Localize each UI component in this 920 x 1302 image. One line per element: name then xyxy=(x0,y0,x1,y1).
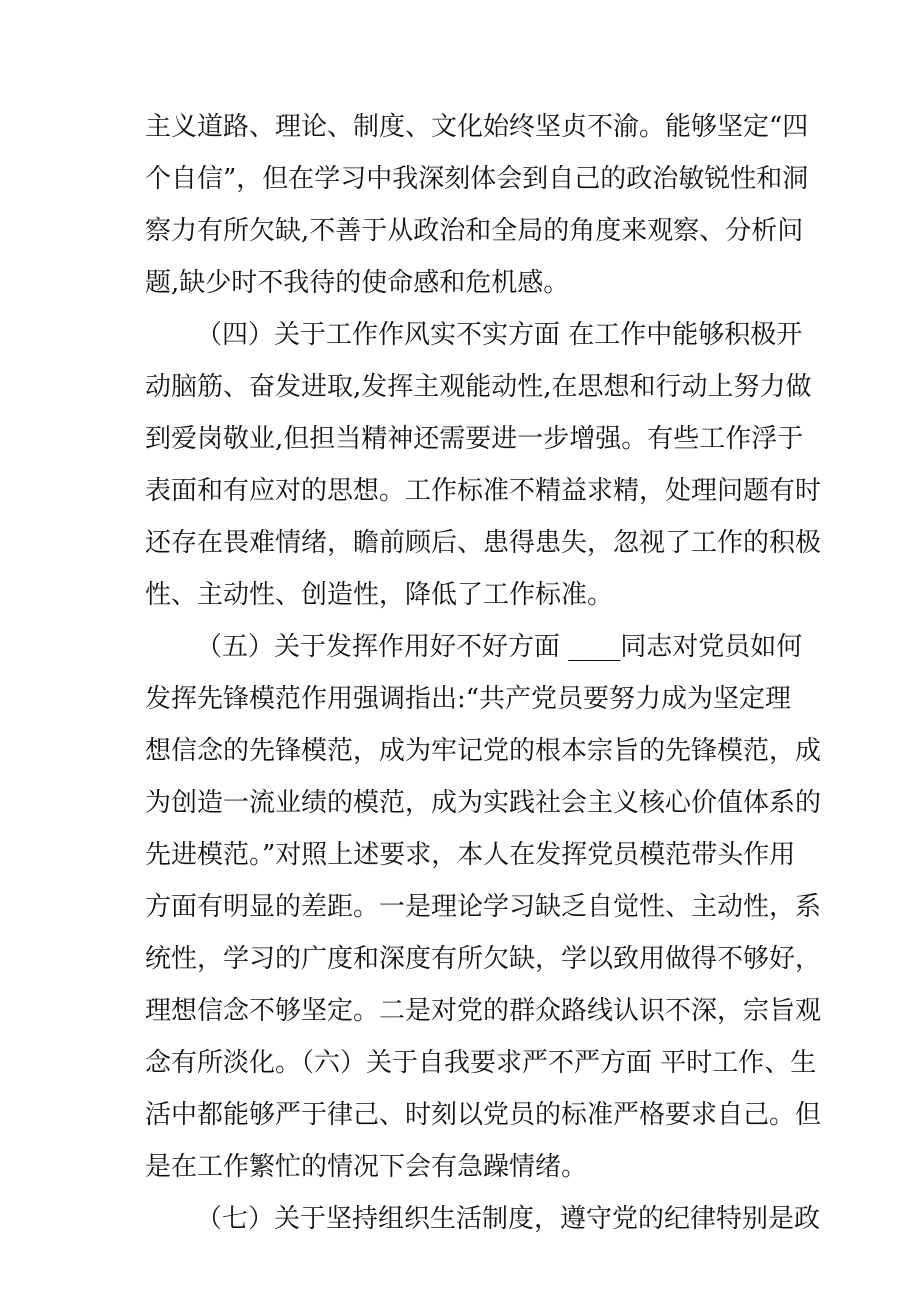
text-line: 还存在畏难情绪，瞻前顾后、患得患失，忽视了工作的积极 xyxy=(145,528,822,558)
text-line: 念有所淡化。（六）关于自我要求严不严方面 平时工作、生 xyxy=(145,1048,817,1078)
text-line: 是在工作繁忙的情况下会有急躁情绪。 xyxy=(145,1152,588,1182)
text-line: 主义道路、理论、制度、文化始终坚贞不渝。能够坚定“四 xyxy=(145,112,809,142)
text-line: 动脑筋、奋发进取,发挥主观能动性,在思想和行动上努力做 xyxy=(145,372,812,402)
text-line: 想信念的先锋模范，成为牢记党的根本宗旨的先锋模范，成 xyxy=(145,736,822,766)
text-line: 察力有所欠缺,不善于从政治和全局的角度来观察、分析问 xyxy=(145,216,804,246)
text-line: 题,缺少时不我待的使命感和危机感。 xyxy=(145,268,570,298)
text-line: 到爱岗敬业,但担当精神还需要进一步增强。有些工作浮于 xyxy=(145,424,804,454)
text-line: 先进模范。”对照上述要求，本人在发挥党员模范带头作用 xyxy=(145,840,796,870)
paragraph-heading-4: （四）关于工作作风实不实方面 在工作中能够积极开 xyxy=(196,320,803,350)
text-line: 理想信念不够坚定。二是对党的群众路线认识不深，宗旨观 xyxy=(145,996,822,1026)
text-line: 发挥先锋模范作用强调指出:“共产党员要努力成为坚定理 xyxy=(145,684,792,714)
text-line: 统性，学习的广度和深度有所欠缺，学以致用做得不够好， xyxy=(145,944,822,974)
text-line: 为创造一流业绩的模范，成为实践社会主义核心价值体系的 xyxy=(145,788,822,818)
text-line: 个自信”，但在学习中我深刻体会到自己的政治敏锐性和洞 xyxy=(145,164,809,194)
text-line: 活中都能够严于律己、时刻以党员的标准严格要求自己。但 xyxy=(145,1100,822,1130)
paragraph-heading-7: （七）关于坚持组织生活制度，遵守党的纪律特别是政 xyxy=(196,1204,821,1234)
text-line: 性、主动性、创造性，降低了工作标准。 xyxy=(145,580,614,610)
paragraph-heading-5: （五）关于发挥作用好不好方面 ____同志对党员如何 xyxy=(196,632,803,662)
text-line: 表面和有应对的思想。工作标准不精益求精，处理问题有时 xyxy=(145,476,822,506)
text-line: 方面有明显的差距。一是理论学习缺乏自觉性、主动性，系 xyxy=(145,892,822,922)
